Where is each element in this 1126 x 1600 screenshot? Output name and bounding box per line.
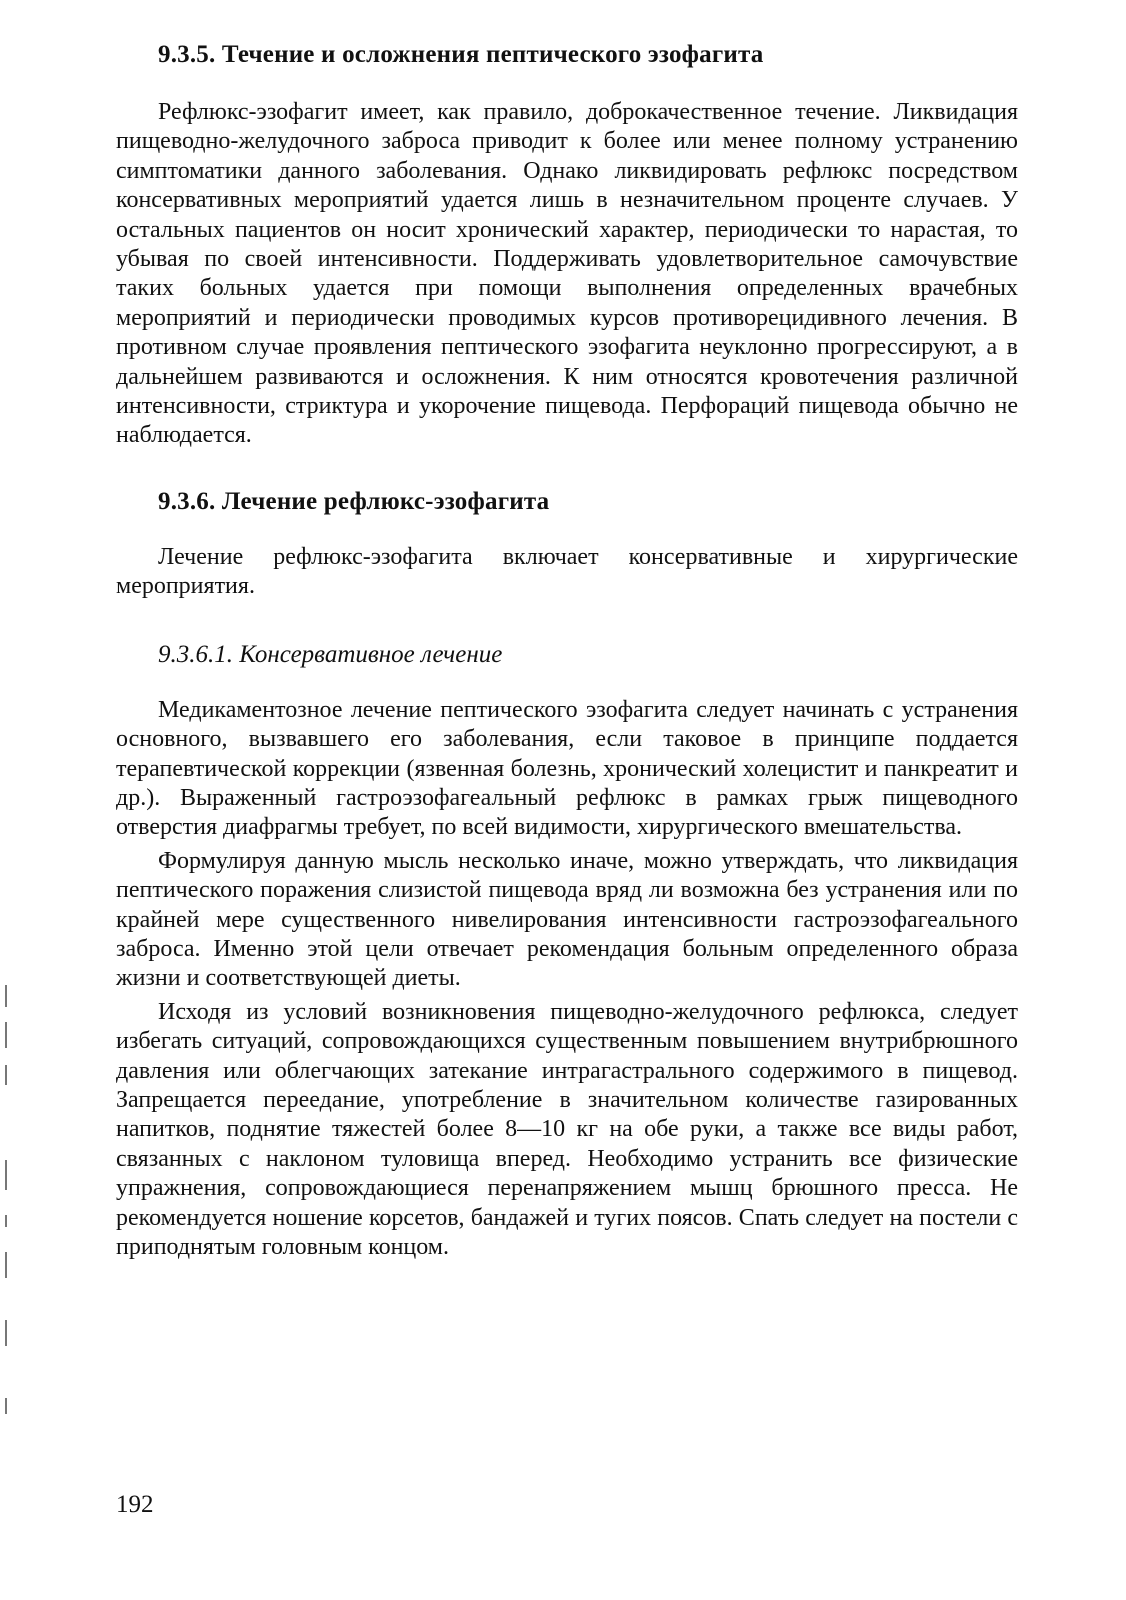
paragraph-reflux-course: Рефлюкс-эзофагит имеет, как правило, доброкачественное течение. Ликвидация пищеводно-желудочного заброса приводит к более или менее полному устранению симптоматики данного заболевания. Однако ликвидировать рефлюкс посредством консервативных мероприятий удается лишь в незначительном проценте случаев. У остальных пациентов он носит хронический характер, периодически то нарастая, то убывая по своей интенсивности. Поддерживать удовлетворительное самочувствие таких больных удается при помощи выполнения определенных врачебных мероприятий и периодически проводимых курсов противорецидивного лечения. В противном случае проявления пептического эзофагита неуклонно прогрессируют, а в дальнейшем развиваются и осложнения. К ним относятся кровотечения различной интенсивности, стриктура и укорочение пищевода. Перфораций пищевода обычно не наблюдается.: [116, 99, 1018, 449]
paragraph-medication: Медикаментозное лечение пептического эзофагита следует начинать с устранения основного, вызвавшего его заболевания, если таковое в принципе поддается терапевтической коррекции (язвенная болезнь, хронический холецистит и панкреатит и др.). Выраженный гастроэзофагеальный рефлюкс в рамках грыж пищеводного отверстия диафрагмы требует, по всей видимости, хирургического вмешательства.: [116, 696, 1018, 841]
section-heading-9-3-6: 9.3.6. Лечение рефлюкс-эзофагита: [158, 487, 550, 515]
section-heading-9-3-5: 9.3.5. Течение и осложнения пептического эзофагита: [158, 41, 764, 68]
margin-mark: [5, 1160, 7, 1190]
margin-mark: [5, 1320, 7, 1346]
margin-mark: [5, 1398, 7, 1414]
margin-mark: [5, 1065, 7, 1085]
margin-mark: [5, 1215, 7, 1227]
margin-mark: [5, 1252, 7, 1278]
subsection-heading-9-3-6-1: 9.3.6.1. Консервативное лечение: [158, 640, 503, 668]
scan-margin-marks: [0, 0, 20, 1600]
document-page: [116, 40, 1018, 1262]
paragraph-treatment-intro: Лечение рефлюкс-эзофагита включает консервативные и хирургические мероприятия.: [116, 543, 1018, 600]
margin-mark: [5, 1022, 7, 1048]
page-number: 192: [116, 1491, 154, 1518]
paragraph-formulation: Формулируя данную мысль несколько иначе, можно утверждать, что ликвидация пептического поражения слизистой пищевода вряд ли возможна без устранения или по крайней мере существенного нивелирования интенсивности гастроэзофагеального заброса. Именно этой цели отвечает рекомендация больным определенного образа жизни и соответствующей диеты.: [116, 847, 1018, 992]
paragraph-lifestyle: Исходя из условий возникновения пищеводно-желудочного рефлюкса, следует избегать ситуаций, сопровождающихся существенным повышением внутрибрюшного давления или облегчающих затекание интрагастрального содержимого в пищевод. Запрещается переедание, употребление в значительном количестве газированных напитков, поднятие тяжестей более 8—10 кг на обе руки, а также все виды работ, связанных с наклоном туловища вперед. Необходимо устранить все физические упражнения, сопровождающиеся перенапряжением мышц брюшного пресса. Не рекомендуется ношение корсетов, бандажей и тугих поясов. Спать следует на постели с приподнятым головным концом.: [116, 998, 1018, 1260]
margin-mark: [5, 985, 7, 1007]
